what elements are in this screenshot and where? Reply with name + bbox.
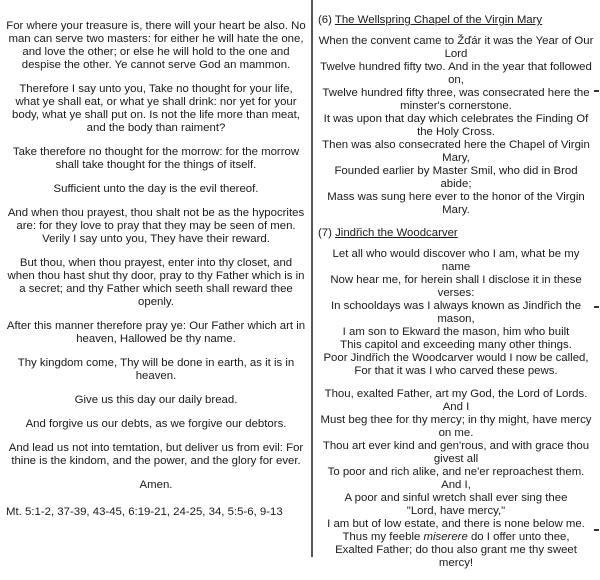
paragraph-closet: But thou, when thou prayest, enter into thy closet, and when thou hast shut thy door, pray to thy Father which is in a secret; and thy Father which seeth shall reward thee openly. xyxy=(7,257,305,308)
verse-line: Then was also consecrated here the Chapel of Virgin Mary, xyxy=(322,139,590,164)
paragraph-hypocrites: And when thou prayest, thou shalt not be as the hypocrites are: for they love to pray that they may be seen of men. Verily I say unto you, They have their reward. xyxy=(7,207,305,245)
verse-line: Twelve hundred fifty two. And in the year that followed on, xyxy=(320,61,592,86)
verse-line: Now hear me, for herein shall I disclose it in these verses: xyxy=(330,274,582,299)
verse-line: Exalted Father; do thou also grant me thy sweet mercy! xyxy=(335,544,577,569)
column-divider xyxy=(311,0,313,557)
verse-line: Must beg thee for thy mercy; in thy might, have mercy on me. xyxy=(320,414,592,439)
section-6-title: The Wellspring Chapel of the Virgin Mary xyxy=(334,14,543,26)
paragraph-daily-bread: Give us this day our daily bread. xyxy=(74,394,238,406)
verse-line: When the convent came to Žďár it was the Year of Our Lord xyxy=(318,35,594,60)
left-column xyxy=(6,20,306,530)
verse-line: Thou, exalted Father, art my God, the Lord of Lords. And I xyxy=(324,388,588,413)
section-7-title: Jindřich the Woodcarver xyxy=(335,227,458,239)
verse-line: I am but of low estate, and there is none below me. xyxy=(327,518,585,530)
section-6-stanza xyxy=(318,35,594,217)
verse-line: A poor and sinful wretch shall ever sing thee xyxy=(344,492,568,504)
paragraph-morrow: Take therefore no thought for the morrow: for the morrow shall take thought for the things of itself. xyxy=(12,146,300,171)
scripture-citation: Mt. 5:1-2, 37-39, 43-45, 6:19-21, 24-25, 34, 5:5-6, 9-13 xyxy=(6,506,283,518)
verse-line: Twelve hundred fifty three, was consecrated here the minster's cornerstone. xyxy=(322,87,590,112)
paragraph-kingdom: Thy kingdom come, Thy will be done in earth, as it is in heaven. xyxy=(17,357,295,382)
verse-line: To poor and rich alike, and ne'er reproachest them. And I, xyxy=(327,466,585,491)
edge-mark xyxy=(594,90,599,92)
verse-line: Let all who would discover who I am, what be my name xyxy=(332,248,580,273)
paragraph-no-thought-life: Therefore I say unto you, Take no thought for your life, what ye shall eat, or what ye shall drink: nor yet for your body, what ye shall put on. Is not the life more than meat, and the body than raiment? xyxy=(12,83,300,134)
verse-fragment: Thus my feeble xyxy=(342,531,424,543)
paragraph-treasure: For where your treasure is, there will your heart be also. No man can serve two masters: for either he will hate the one, and love the other; or else he will hold to the one and despise the other. Ye cannot serve God an mammon. xyxy=(6,20,306,71)
edge-mark xyxy=(594,306,599,308)
paragraph-temptation: And lead us not into temtation, but deliver us from evil: For thine is the kindom, and the power, and the glory for ever. xyxy=(8,442,304,467)
section-7-number: (7) xyxy=(318,227,332,239)
verse-line: Thou art ever kind and gen'rous, and with grace thou givest all xyxy=(322,440,590,465)
verse-line: Mass was sung here ever to the honor of the Virgin Mary. xyxy=(327,191,585,216)
verse-line-miserere xyxy=(318,531,594,544)
section-7-stanza-2 xyxy=(318,388,594,570)
section-6-number: (6) xyxy=(318,14,332,26)
verse-line: For that it was I who carved these pews. xyxy=(354,365,558,377)
verse-line: Founded earlier by Master Smil, who did in Brod abide; xyxy=(334,165,578,190)
section-6-heading xyxy=(318,14,594,27)
right-column xyxy=(318,14,594,580)
verse-fragment: do I offer unto thee, xyxy=(467,531,570,543)
paragraph-our-father: After this manner therefore pray ye: Our Father which art in heaven, Hallowed be thy name. xyxy=(6,320,306,345)
verse-fragment-italic: miserere xyxy=(423,531,468,543)
verse-line: It was upon that day which celebrates the Finding Of the Holy Cross. xyxy=(323,113,589,138)
verse-line: This capitol and exceeding many other things. xyxy=(340,339,572,351)
edge-mark xyxy=(594,529,599,531)
verse-line: I am son to Ekward the mason, him who built xyxy=(342,326,570,338)
verse-line: In schooldays was I always known as Jindřich the mason, xyxy=(330,300,582,325)
verse-line: "Lord, have mercy," xyxy=(406,505,506,517)
section-7-heading xyxy=(318,227,594,240)
section-7-stanza-1 xyxy=(318,248,594,378)
verse-line: Poor Jindřich the Woodcarver would I now be called, xyxy=(323,352,589,364)
paragraph-sufficient: Sufficient unto the day is the evil thereof. xyxy=(53,183,259,195)
paragraph-debts: And forgive us our debts, as we forgive our debtors. xyxy=(25,418,287,430)
paragraph-amen: Amen. xyxy=(139,479,173,491)
